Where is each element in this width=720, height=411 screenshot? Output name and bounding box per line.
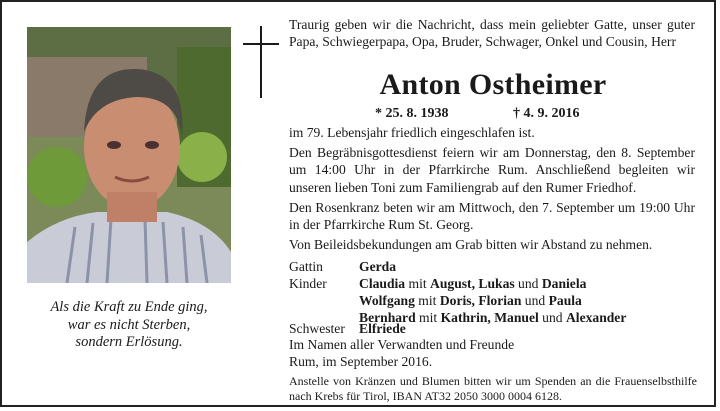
cross-icon [243,26,279,98]
wife-name: Gerda [359,259,396,274]
role-label: Kinder [289,276,327,291]
paragraph: Den Begräbnisgottesdienst feiern wir am Donnerstag, den 8. September um 14:00 Uhr in der Pfarrkirche Rum. Anschließend begleiten wir unseren lieben Toni zum Familiengrab auf den Rumer Friedhof. [289,145,695,195]
motto-verse [27,299,231,352]
motto-line: Als die Kraft zu Ende ging, [50,299,208,315]
paragraph: Von Beileidsbekundungen am Grab bitten wir Abstand zu nehmen. [289,237,653,253]
closing-lines [289,336,695,370]
deceased-name: Anton Ostheimer [379,68,607,101]
closing-line: Rum, im September 2016. [289,354,433,370]
sister-name: Elfriede [359,321,406,336]
portrait-photo [27,27,231,283]
child-line: Wolfgang mit Doris, Florian und Paula [359,293,582,308]
motto-line: sondern Erlösung. [75,334,183,350]
closing-line: Im Namen aller Verwandten und Freunde [289,337,515,352]
paragraph: im 79. Lebensjahr friedlich eingeschlafen ist. [289,125,535,140]
notice-body [289,124,695,256]
child-line: Claudia mit August, Lukas und Daniela [359,276,587,291]
birth-date: * 25. 8. 1938 [375,106,449,121]
paragraph: Den Rosenkranz beten wir am Mittwoch, den 7. September um 19:00 Uhr in der Pfarrkirche Rum St. Georg. [289,199,695,233]
role-label: Schwester [289,321,345,336]
role-label: Gattin [289,259,323,274]
donation-note: Anstelle von Kränzen und Blumen bitten wir um Spenden an die Frauenselbsthilfe nach Krebs für Tirol, IBAN AT32 2050 3000 0004 6128. [289,374,697,403]
death-date: † 4. 9. 2016 [513,106,580,121]
child-line: Bernhard mit Kathrin, Manuel und Alexander [359,310,627,325]
motto-line: war es nicht Sterben, [67,316,191,333]
intro-text: Traurig geben wir die Nachricht, dass mein geliebter Gatte, unser guter Papa, Schwiegerpapa, Opa, Bruder, Schwager, Onkel und Cousin, Herr [289,17,695,50]
